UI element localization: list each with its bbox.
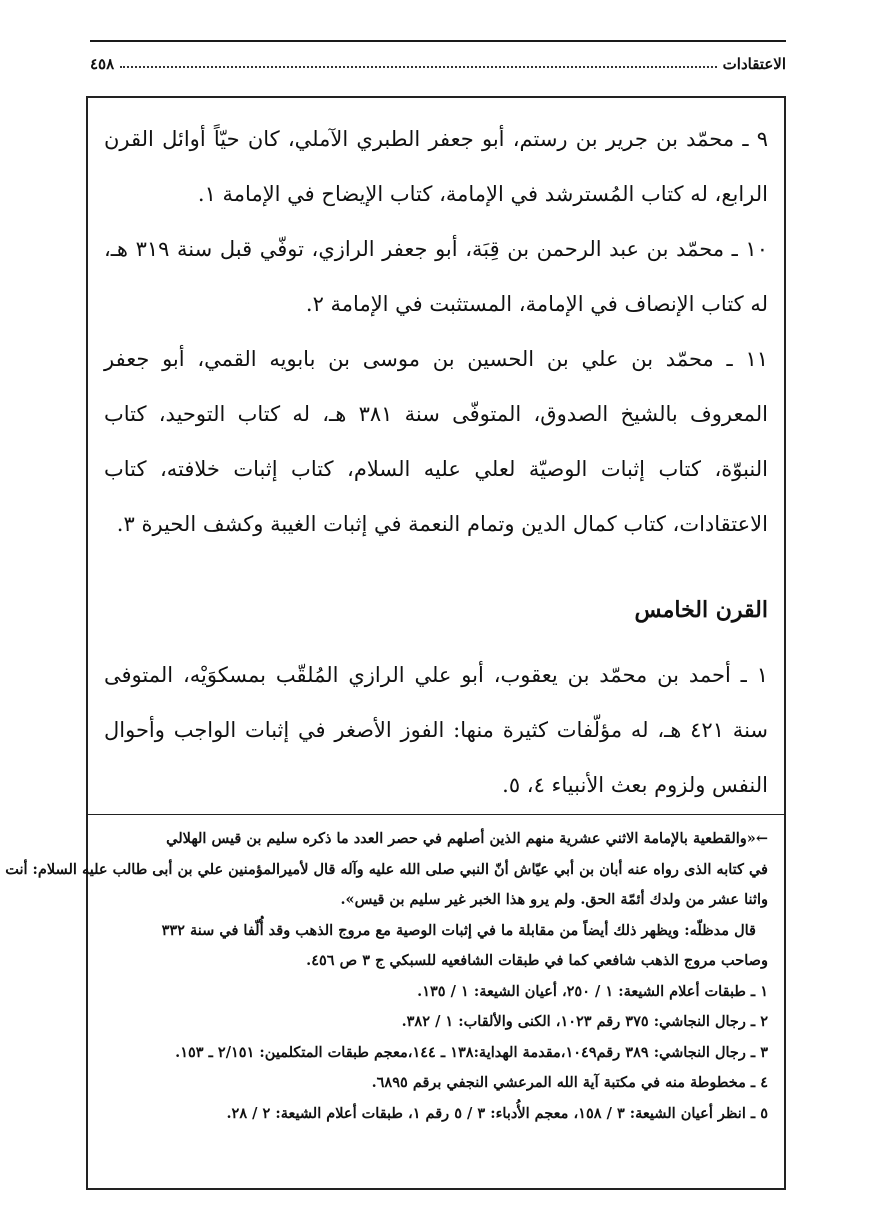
footnotes <box>5 824 768 1129</box>
footnote-line: قال مدظلّه: ويظهر ذلك أيضاً من مقابلة ما في إثبات الوصية مع مروج الذهب وقد أُلّفا في سنة ٣٣٢ <box>161 921 756 939</box>
entry-9: ٩ ـ محمّد بن جرير بن رستم، أبو جعفر الطبري الآملي، كان حيّاً أوائل القرن الرابع، له كتاب المُسترشد في الإمامة، كتاب الإيضاح في الإمامة ١. <box>104 127 768 206</box>
entry-10: ١٠ ـ محمّد بن عبد الرحمن بن قِبَة، أبو جعفر الرازي، توفّي قبل سنة ٣١٩ هـ، له كتاب الإنصاف في الإمامة، المستثبت في الإمامة ٢. <box>104 237 768 316</box>
running-head-title: الاعتقادات <box>722 55 786 73</box>
footnote-line: واثنا عشر من ولدك أئمّة الحق. ولم يرو هذا الخبر غير سليم بن قيس». <box>340 891 768 908</box>
footnote-2: ٢ ـ رجال النجاشي: ٣٧٥ رقم ١٠٢٣، الكنى والألقاب: ١ / ٣٨٢. <box>401 1013 768 1030</box>
footnote-3: ٣ ـ رجال النجاشي: ٣٨٩ رقم١٠٤٩،مقدمة الهداية:١٣٨ ـ ١٤٤،معجم طبقات المتكلمين: ٢/١٥١ ـ ١٥٣. <box>175 1043 768 1061</box>
running-head-row <box>90 52 786 76</box>
footnote-4: ٤ ـ مخطوطة منه في مكتبة آية الله المرعشي النجفي برقم ٦٨٩٥. <box>371 1074 768 1091</box>
footnote-5: ٥ ـ انظر أعيان الشيعة: ٣ / ١٥٨، معجم الأُدباء: ٣ / ٥ رقم ١، طبقات أعلام الشيعة: ٢ / ٢٨. <box>226 1104 768 1122</box>
section-entry-1: ١ ـ أحمد بن محمّد بن يعقوب، أبو علي الرازي المُلقّب بمسكوَيْه، المتوفى سنة ٤٢١ هـ، له مؤلّفات كثيرة منها: الفوز الأصغر في إثبات الواجب وأحوال النفس ولزوم بعث الأنبياء ٤، ٥. <box>104 663 768 797</box>
running-head <box>90 40 786 86</box>
section-heading: القرن الخامس <box>634 597 768 623</box>
page-number: ٤٥٨ <box>90 55 115 73</box>
footnote-line: في كتابه الذى رواه عنه أبان بن أبي عيّاش أنّ النبي صلى الله عليه وآله قال لأميرالمؤمنين علي بن أبى طالب عليه السلام: أنت <box>5 860 768 878</box>
leader-dots <box>120 66 717 68</box>
footnote-line: ←«والقطعية بالإمامة الاثني عشرية منهم الذين أصلهم في حصر العدد ما ذكره سليم بن قيس الهلالي <box>166 830 768 847</box>
page-frame <box>5 96 786 1190</box>
footnote-1: ١ ـ طبقات أعلام الشيعة: ١ / ٢٥٠، أعيان الشيعة: ١ / ١٣٥. <box>417 982 768 1000</box>
entry-11: ١١ ـ محمّد بن علي بن الحسين بن موسى بن بابويه القمي، أبو جعفر المعروف بالشيخ الصدوق، المتوفّى سنة ٣٨١ هـ، له كتاب التوحيد، كتاب النبوّة، كتاب إثبات الوصيّة لعلي عليه السلام، كتاب إثبات خلافته، كتاب الاعتقادات، كتاب كمال الدين وتمام النعمة في إثبات الغيبة وكشف الحيرة ٣. <box>104 347 768 536</box>
footnote-line: وصاحب مروج الذهب شافعي كما في طبقات الشافعيه للسبكي ج ٣ ص ٤٥٦. <box>306 952 768 969</box>
footnote-divider <box>88 814 784 815</box>
